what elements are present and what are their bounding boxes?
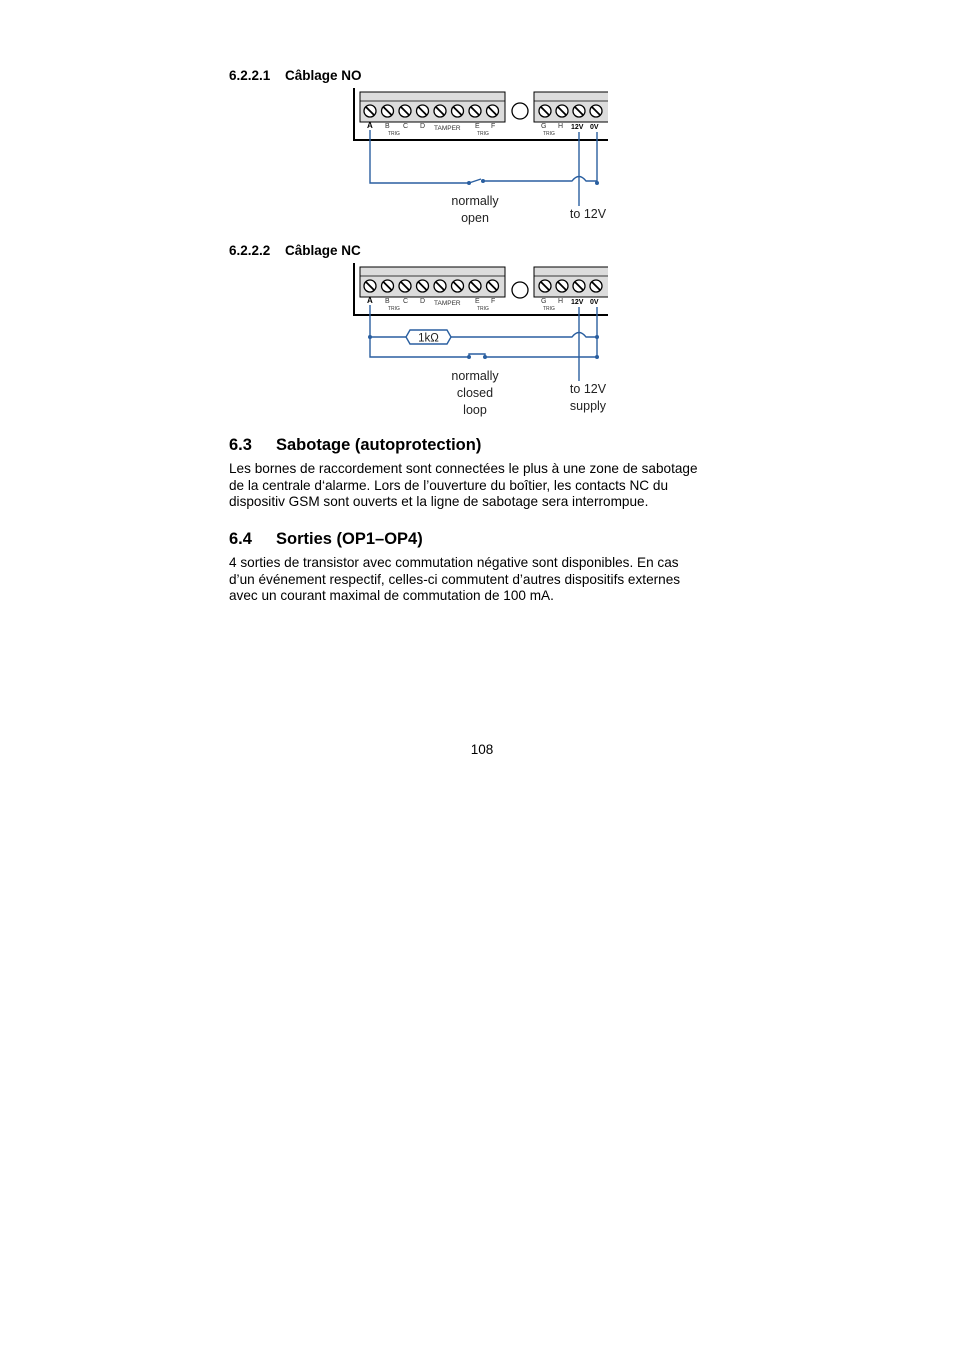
paragraph-line: dispositiv GSM sont ouverts et la ligne de sabotage sera interrompue. [229,494,649,510]
terminal-label-h: H [558,298,564,305]
supply-label: to 12V [569,207,607,221]
terminal-label-trig-1: TRIG [388,131,400,137]
terminal-label-h: H [558,123,564,130]
switch-label-line3: loop [463,403,487,417]
section-heading-sabotage [229,436,481,455]
paragraph-line: Les bornes de raccordement sont connectées le plus à une zone de sabotage [229,461,698,476]
switch-label-line2: closed [456,386,494,400]
section-title: Sorties (OP1–OP4) [276,530,423,548]
terminal-label-tamper: TAMPER [434,300,461,307]
subsection-title: Câblage NO [285,68,362,83]
paragraph-line: de la centrale d‘alarme. Lors de l’ouverture du boîtier, les contacts NC du [229,477,669,493]
terminal-label-c: C [403,123,409,130]
terminal-label-12v: 12V [571,124,584,131]
sorties-paragraph [229,555,739,605]
supply-label-line1: to 12V [569,382,607,396]
sabotage-paragraph [229,461,739,511]
resistor-1k [406,330,451,345]
terminal-label-d: D [420,123,426,130]
subsection-number: 6.2.2.2 [229,243,271,258]
paragraph-line: d’un événement respectif, celles-ci commutent d’autres dispositifs externes [229,571,681,587]
terminal-label-d: D [420,298,426,305]
subsection-number: 6.2.2.1 [229,68,271,83]
terminal-label-f: F [491,298,496,305]
section-title: Sabotage (autoprotection) [276,436,482,454]
page-number: 108 [470,742,494,757]
terminal-label-c: C [403,298,409,305]
terminal-label-trig-1: TRIG [388,306,400,312]
terminal-label-trig-3: TRIG [543,131,555,137]
subsection-heading-no [229,68,362,83]
terminal-label-tamper: TAMPER [434,125,461,132]
switch-label-line1: normally [451,194,499,208]
paragraph-line: avec un courant maximal de commutation de 100 mA. [229,588,554,604]
wiring-diagram-nc [350,263,612,420]
led-indicator [512,282,528,298]
terminal-label-12v: 12V [571,299,584,306]
supply-label-line2: supply [569,399,607,413]
resistor-label: 1kΩ [418,332,439,345]
switch-label-line1: normally [451,369,499,383]
subsection-title: Câblage NC [285,243,361,258]
terminal-label-e: E [475,123,480,130]
terminal-label-a: A [367,296,373,305]
normally-open-switch [467,179,485,185]
subsection-heading-nc [229,243,361,258]
terminal-label-0v: 0V [590,299,599,306]
switch-label-line2: open [461,211,489,225]
led-indicator [512,103,528,119]
terminal-label-b: B [385,123,390,130]
terminal-label-g: G [541,298,547,305]
terminal-label-a: A [367,121,373,130]
wiring-diagram-no [350,88,612,228]
terminal-label-e: E [475,298,480,305]
section-heading-sorties [229,530,423,549]
terminal-label-trig-2: TRIG [477,306,489,312]
terminal-label-f: F [491,123,496,130]
terminal-label-trig-3: TRIG [543,306,555,312]
section-number: 6.4 [229,530,252,548]
normally-closed-switch [467,354,487,359]
terminal-label-g: G [541,123,547,130]
section-number: 6.3 [229,436,252,454]
paragraph-line: 4 sorties de transistor avec commutation négative sont disponibles. En cas [229,555,679,570]
terminal-label-trig-2: TRIG [477,131,489,137]
terminal-label-0v: 0V [590,124,599,131]
terminal-label-b: B [385,298,390,305]
